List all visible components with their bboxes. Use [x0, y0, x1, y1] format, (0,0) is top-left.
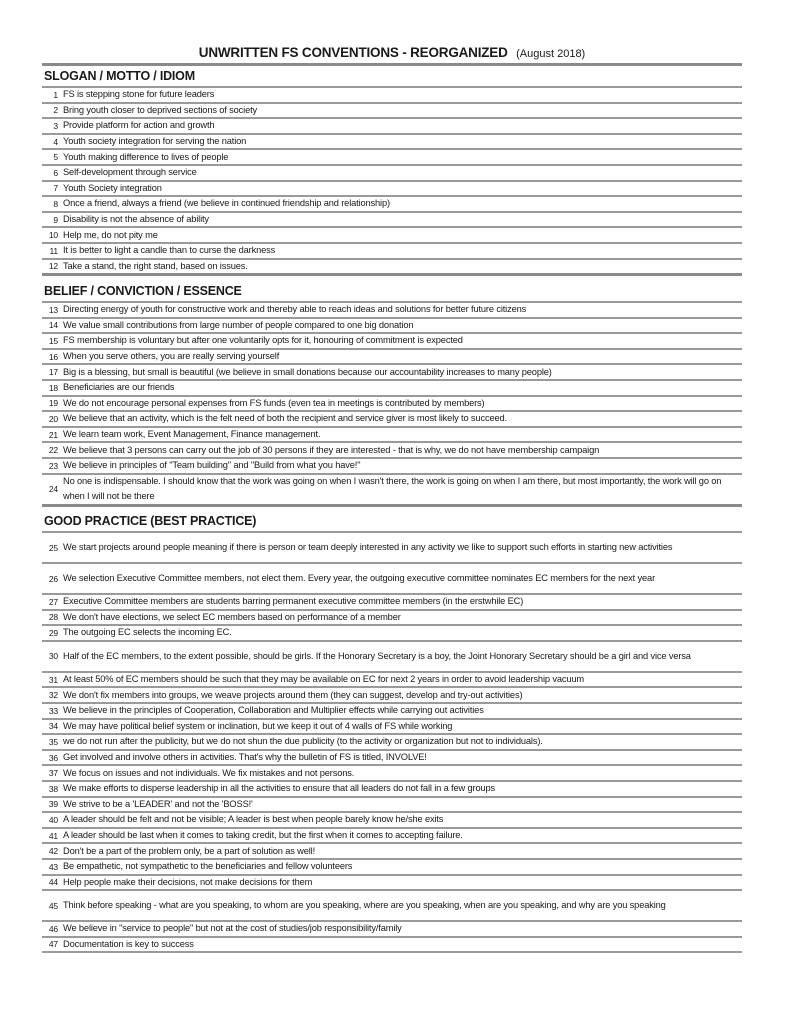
- item-number: 1: [53, 89, 58, 100]
- item-text: Half of the EC members, to the extent possible, should be girls. If the Honorary Secretary is a boy, the Joint Honorary Secretary should be a girl and vice versa: [63, 650, 691, 661]
- list-item: [42, 148, 742, 164]
- item-text: It is better to light a candle than to curse the darkness: [63, 245, 276, 256]
- list-item: [42, 889, 742, 920]
- item-number: 47: [48, 939, 58, 950]
- item-text: We may have political belief system or inclination, but we keep it out of 4 walls of FS while working: [63, 720, 453, 731]
- list-item: [42, 764, 742, 780]
- list-item: [42, 920, 742, 936]
- item-text: We believe in the principles of Cooperation, Collaboration and Multiplier effects while carrying out activities: [63, 705, 484, 716]
- list-item: [42, 686, 742, 702]
- list-item: [42, 211, 742, 227]
- list-item: [42, 86, 742, 102]
- item-text: Beneficiaries are our friends: [63, 382, 175, 393]
- item-text: Get involved and involve others in activities. That's why the bulletin of FS is titled, INVOLVE!: [63, 752, 427, 763]
- item-number: 18: [48, 382, 58, 393]
- item-text: Directing energy of youth for constructive work and thereby able to reach ideas and solutions for better future citizens: [63, 304, 527, 315]
- list-item: [42, 317, 742, 333]
- item-text: We selection Executive Committee members, not elect them. Every year, the outgoing executive committee nominates EC members for the next year: [63, 573, 656, 583]
- item-number: 26: [48, 573, 58, 584]
- item-text: Think before speaking - what are you speaking, to whom are you speaking, where are you speaking, when are you speaking, and why are you speaking: [63, 900, 666, 911]
- item-text: Disability is not the absence of ability: [63, 214, 209, 225]
- item-number: 17: [48, 367, 58, 378]
- item-text: Help people make their decisions, not make decisions for them: [63, 876, 313, 887]
- item-number: 31: [48, 674, 58, 685]
- item-text: We make efforts to disperse leadership in all the activities to ensure that all leaders do not fall in a few groups: [63, 783, 496, 794]
- item-number: 16: [48, 351, 58, 362]
- item-number: 38: [48, 783, 58, 794]
- list-item: [42, 164, 742, 180]
- list-item: [42, 426, 742, 442]
- item-number: 4: [53, 136, 58, 147]
- item-text: Bring youth closer to deprived sections of society: [63, 104, 258, 115]
- item-number: 35: [48, 736, 58, 747]
- list-item: [42, 811, 742, 827]
- item-text: Executive Committee members are students barring permanent executive committee members (in the erstwhile EC): [63, 596, 524, 607]
- list-item: [42, 457, 742, 473]
- list-item: [42, 301, 742, 317]
- list-item: [42, 624, 742, 640]
- item-text: We focus on issues and not individuals. We fix mistakes and not persons.: [63, 767, 355, 778]
- item-number: 21: [48, 429, 58, 440]
- item-text: We start projects around people meaning if there is person or team deeply interested in any activity we like to support such efforts in starting new activities: [63, 542, 673, 552]
- list-item: [42, 874, 742, 890]
- list-item: [42, 410, 742, 426]
- item-number: 40: [48, 814, 58, 825]
- item-text: We believe in "service to people" but not at the cost of studies/job responsibility/family: [63, 923, 402, 934]
- list-item: [42, 780, 742, 796]
- item-text: We strive to be a 'LEADER' and not the 'BOSS!': [63, 798, 253, 809]
- item-text: Don't be a part of the problem only, be a part of solution as well!: [63, 845, 316, 856]
- item-number: 30: [48, 651, 58, 662]
- item-text: We believe in principles of "Team building" and "Build from what you have!": [63, 460, 361, 471]
- list-item: [42, 348, 742, 364]
- item-text: We don't fix members into groups, we weave projects around them (they can suggest, develop and try-out activities): [63, 689, 523, 700]
- item-text: We don't have elections, we select EC members based on performance of a member: [63, 611, 401, 622]
- item-number: 43: [48, 861, 58, 872]
- item-number: 44: [48, 877, 58, 888]
- item-text: FS membership is voluntary but after one voluntarily opts for it, honouring of commitment is expected: [63, 335, 463, 346]
- item-number: 6: [53, 167, 58, 178]
- list-item: [42, 180, 742, 196]
- item-text: We believe that an activity, which is the felt need of both the recipient and service giver is most likely to succeed.: [63, 413, 507, 424]
- list-item: [42, 102, 742, 118]
- document-date: (August 2018): [516, 48, 586, 60]
- item-text: When you serve others, you are really serving yourself: [63, 351, 280, 362]
- item-text: No one is indispensable. I should know that the work was going on when I wasn't there, the work is going on when I am there, but most importantly, the work will go on when I will not be there: [63, 476, 722, 502]
- item-number: 2: [53, 105, 58, 116]
- list-item: [42, 133, 742, 149]
- item-text: The outgoing EC selects the incoming EC.: [63, 627, 232, 638]
- list-item: [42, 562, 742, 593]
- item-number: 41: [48, 830, 58, 841]
- item-number: 34: [48, 721, 58, 732]
- list-item: [42, 733, 742, 749]
- list-item: [42, 749, 742, 765]
- list-item: [42, 609, 742, 625]
- item-number: 46: [48, 923, 58, 934]
- list-item: [42, 363, 742, 379]
- item-number: 25: [48, 542, 58, 553]
- list-item: [42, 671, 742, 687]
- item-text: We believe that 3 persons can carry out the job of 30 persons if they are interested - that is why, we do not have membership campaign: [63, 444, 600, 455]
- section-heading: SLOGAN / MOTTO / IDIOM: [44, 69, 195, 83]
- list-item: [42, 379, 742, 395]
- list-item: [42, 827, 742, 843]
- item-text: Be empathetic, not sympathetic to the beneficiaries and fellow volunteers: [63, 861, 353, 872]
- item-text: We value small contributions from large number of people compared to one big donation: [63, 319, 414, 330]
- list-item: [42, 117, 742, 133]
- item-number: 37: [48, 768, 58, 779]
- item-number: 27: [48, 596, 58, 607]
- item-number: 33: [48, 705, 58, 716]
- item-number: 13: [48, 304, 58, 315]
- list-item: [42, 226, 742, 242]
- list-item: [42, 858, 742, 874]
- item-text: At least 50% of EC members should be such that they may be available on EC for next 2 years in order to avoid leadership vacuum: [63, 674, 584, 685]
- list-item: [42, 531, 742, 562]
- list-item: [42, 796, 742, 812]
- item-text: FS is stepping stone for future leaders: [63, 89, 215, 100]
- item-number: 24: [48, 484, 58, 495]
- item-number: 12: [48, 261, 58, 272]
- section-heading: BELIEF / CONVICTION / ESSENCE: [44, 284, 242, 298]
- document-title: UNWRITTEN FS CONVENTIONS - REORGANIZED: [198, 45, 508, 60]
- item-number: 20: [48, 413, 58, 424]
- item-number: 28: [48, 612, 58, 623]
- item-number: 7: [53, 183, 58, 194]
- item-number: 11: [49, 245, 58, 256]
- item-text: Self-development through service: [63, 167, 197, 178]
- section-slogan: [42, 63, 742, 276]
- document-header: [42, 44, 742, 62]
- item-number: 5: [53, 152, 58, 163]
- item-number: 19: [48, 398, 58, 409]
- item-number: 45: [48, 900, 58, 911]
- list-item: [42, 842, 742, 858]
- list-item: [42, 332, 742, 348]
- item-text: A leader should be felt and not be visible; A leader is best when people barely know he/she exits: [63, 814, 444, 825]
- item-number: 8: [53, 198, 58, 209]
- item-text: Provide platform for action and growth: [63, 120, 215, 131]
- item-text: We learn team work, Event Management, Finance management.: [63, 429, 321, 440]
- item-number: 23: [48, 460, 58, 471]
- item-text: Youth society integration for serving the nation: [63, 136, 247, 147]
- item-number: 14: [48, 320, 58, 331]
- list-item: [42, 473, 742, 504]
- item-text: Youth making difference to lives of people: [63, 151, 229, 162]
- item-number: 42: [48, 846, 58, 857]
- item-text: Big is a blessing, but small is beautiful (we believe in small donations because our accountability increases to many people): [63, 366, 552, 377]
- item-number: 36: [48, 752, 58, 763]
- list-item: [42, 258, 742, 274]
- item-text: Documentation is key to success: [63, 938, 194, 949]
- list-item: [42, 640, 742, 671]
- item-number: 29: [48, 627, 58, 638]
- item-number: 10: [48, 230, 58, 241]
- list-item: [42, 242, 742, 258]
- item-number: 15: [48, 335, 58, 346]
- item-text: Once a friend, always a friend (we believe in continued friendship and relationship): [63, 198, 390, 209]
- list-item: [42, 395, 742, 411]
- item-number: 39: [48, 799, 58, 810]
- item-number: 3: [53, 120, 58, 131]
- list-item: [42, 195, 742, 211]
- section-good-practice: [42, 511, 742, 953]
- item-text: Help me, do not pity me: [63, 229, 158, 240]
- item-number: 32: [48, 690, 58, 701]
- list-item: [42, 718, 742, 734]
- item-number: 22: [48, 445, 58, 456]
- item-text: Youth Society integration: [63, 182, 162, 193]
- section-belief: [42, 281, 742, 507]
- list-item: [42, 936, 742, 952]
- item-text: A leader should be last when it comes to taking credit, but the first when it comes to accepting failure.: [63, 830, 463, 841]
- section-heading: GOOD PRACTICE (BEST PRACTICE): [44, 514, 257, 528]
- item-text: Take a stand, the right stand, based on issues.: [63, 260, 248, 271]
- item-number: 9: [53, 214, 58, 225]
- list-item: [42, 702, 742, 718]
- list-item: [42, 441, 742, 457]
- list-item: [42, 593, 742, 609]
- item-text: We do not encourage personal expenses from FS funds (even tea in meetings is contributed by members): [63, 397, 485, 408]
- item-text: we do not run after the publicity, but we do not shun the due publicity (to the activity or organization but not to individuals).: [63, 736, 543, 747]
